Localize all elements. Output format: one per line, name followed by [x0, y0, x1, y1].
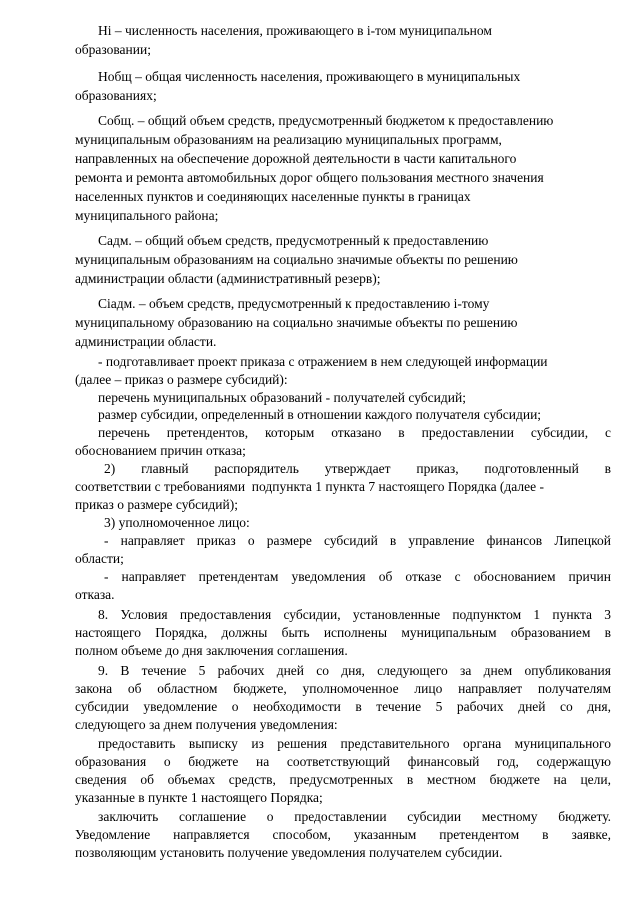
text-line: субсидии уведомление о необходимости в течение 5 рабочих дней со дня, [75, 699, 611, 714]
text-line: Hi – численность населения, проживающего в i-том муниципальном [98, 23, 492, 38]
text-line: указанные в пункте 1 настоящего Порядка; [75, 790, 323, 805]
text-line: Садм. – общий объем средств, предусмотренный к предоставлению [98, 233, 489, 248]
text-line: населенных пунктов и соединяющих населенные пункты в границах [75, 189, 471, 204]
text-line: 9. В течение 5 рабочих дней со дня, следующего за днем опубликования [98, 663, 611, 678]
text-line: муниципальным образованиям на социально значимые объекты по решению [75, 252, 518, 267]
text-line: направленных на обеспечение дорожной деятельности в части капитального [75, 151, 517, 166]
text-line: настоящего Порядка, должны быть исполнены муниципальным образованием в [75, 625, 611, 640]
text-line: следующего за днем получения уведомления: [75, 717, 338, 732]
text-line: 3) уполномоченное лицо: [104, 515, 250, 530]
text-line: обоснованием причин отказа; [75, 443, 246, 458]
text-line: Сiадм. – объем средств, предусмотренный к предоставлению i-тому [98, 296, 490, 311]
text-line: муниципальным образованиям на реализацию муниципальных программ, [75, 132, 502, 147]
text-line: - направляет приказ о размере субсидий в управление финансов Липецкой [104, 533, 611, 548]
text-line: Собщ. – общий объем средств, предусмотренный бюджетом к предоставлению [98, 113, 554, 128]
text-line: Нобщ – общая численность населения, проживающего в муниципальных [98, 69, 521, 84]
text-line: заключить соглашение о предоставлении субсидии местному бюджету. [98, 809, 611, 824]
text-line: муниципального района; [75, 208, 219, 223]
text-line: администрации области (административный резерв); [75, 271, 381, 286]
text-line: - направляет претендентам уведомления об отказе с обоснованием причин [104, 569, 611, 584]
text-line: перечень муниципальных образований - получателей субсидий; [98, 390, 466, 405]
text-line: образованиях; [75, 88, 157, 103]
text-line: - подготавливает проект приказа с отражением в нем следующей информации [98, 354, 548, 369]
text-line: предоставить выписку из решения представительного органа муниципального [98, 736, 611, 751]
text-line: 2) главный распорядитель утверждает приказ, подготовленный в [104, 461, 611, 476]
text-line: закона об областном бюджете, уполномоченное лицо направляет получателям [75, 681, 611, 696]
text-line: перечень претендентов, которым отказано в предоставлении субсидии, с [98, 425, 611, 440]
text-line: образовании; [75, 42, 151, 57]
text-line: сведения об объемах средств, предусмотренных в местном бюджете на цели, [75, 772, 611, 787]
text-line: отказа. [75, 587, 115, 602]
text-line: приказ о размере субсидий); [75, 497, 238, 512]
text-line: муниципальному образованию на социально значимые объекты по решению [75, 315, 518, 330]
text-line: полном объеме до дня заключения соглашения. [75, 643, 348, 658]
text-line: позволяющим установить получение уведомления получателем субсидии. [75, 845, 503, 860]
text-line: размер субсидии, определенный в отношении каждого получателя субсидии; [98, 407, 542, 422]
text-line: образования о бюджете на соответствующий финансовый год, содержащую [75, 754, 611, 769]
text-line: 8. Условия предоставления субсидии, установленные подпунктом 1 пункта 3 [98, 607, 611, 622]
text-line: ремонта и ремонта автомобильных дорог общего пользования местного значения [75, 170, 544, 185]
text-line: соответствии с требованиями подпункта 1 пункта 7 настоящего Порядка (далее - [75, 479, 544, 494]
text-line: Уведомление направляется способом, указанным претендентом в заявке, [75, 827, 611, 842]
text-line: (далее – приказ о размере субсидий): [75, 372, 288, 387]
text-line: области; [75, 551, 124, 566]
text-line: администрации области. [75, 334, 217, 349]
